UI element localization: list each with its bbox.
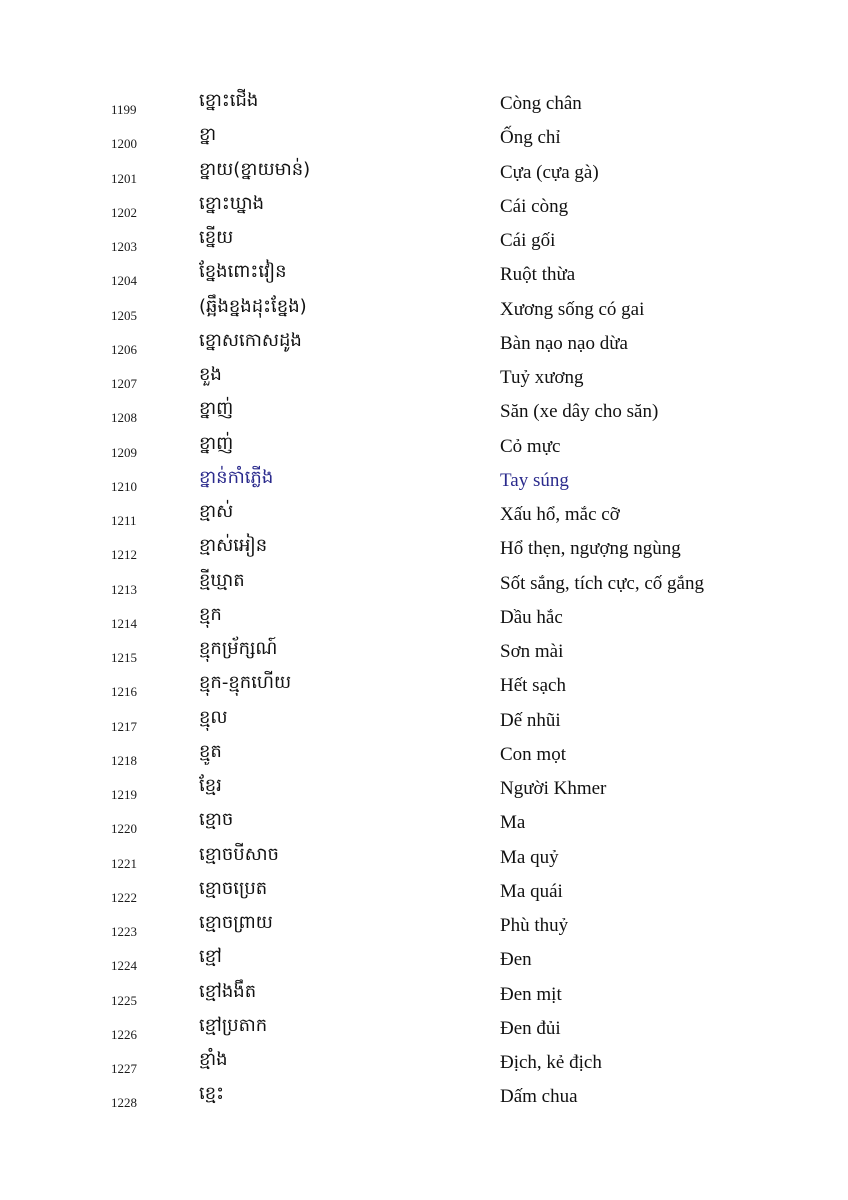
- entry-number: 1221: [111, 855, 137, 871]
- entry-row: [0, 155, 848, 189]
- entry-row: [0, 394, 848, 428]
- khmer-term: ខ្មាំង: [199, 1049, 228, 1070]
- vietnamese-translation: Đen: [500, 949, 532, 971]
- vietnamese-translation: Tuỷ xương: [500, 367, 584, 388]
- entry-number: 1201: [111, 170, 137, 186]
- entry-row: [0, 668, 848, 702]
- entry-number: 1206: [111, 341, 137, 357]
- entry-number: 1212: [111, 547, 137, 563]
- vietnamese-translation: Ống chỉ: [500, 127, 561, 149]
- vietnamese-translation: Phù thuỷ: [500, 915, 569, 936]
- entry-number: 1218: [111, 752, 137, 768]
- khmer-term: ខ្មៅប្រតាក: [199, 1014, 268, 1036]
- vietnamese-translation: Hết sạch: [500, 675, 566, 697]
- entry-number: 1209: [111, 444, 137, 460]
- khmer-term: ខ្មុក-ខ្មុកហើយ: [199, 672, 292, 694]
- vietnamese-translation: Ruột thừa: [500, 264, 576, 286]
- entry-row: [0, 257, 848, 291]
- entry-row: [0, 189, 848, 223]
- vietnamese-translation: Con mọt: [500, 743, 566, 765]
- khmer-term: ខ្នាញ់: [199, 398, 234, 420]
- entry-number: 1220: [111, 821, 137, 837]
- khmer-term: ខ្មៅងងឹត: [199, 980, 257, 1002]
- vietnamese-translation: Bàn nạo nạo dừa: [500, 332, 628, 354]
- khmer-term: ខ្នើយ: [199, 227, 234, 248]
- entry-number: 1214: [111, 615, 137, 631]
- entry-number: 1217: [111, 718, 137, 734]
- vietnamese-translation: Người Khmer: [500, 778, 607, 799]
- khmer-term: ខ្នាញ់: [199, 432, 234, 454]
- vietnamese-translation: Còng chân: [500, 93, 582, 114]
- entry-row: [0, 634, 848, 668]
- entry-number: 1224: [111, 958, 137, 974]
- vietnamese-translation: Ma quỷ: [500, 846, 559, 868]
- khmer-term: ខ្មោចព្រាយ: [199, 912, 273, 933]
- entry-row: [0, 840, 848, 874]
- entry-row: [0, 531, 848, 565]
- vietnamese-translation: Ma: [500, 812, 526, 834]
- entry-row: [0, 1045, 848, 1079]
- entry-number: 1222: [111, 889, 137, 905]
- vietnamese-translation: Xương sống có gai: [500, 298, 645, 320]
- khmer-term: ខ្មៅ: [199, 946, 222, 968]
- entry-number: 1200: [111, 136, 137, 152]
- vietnamese-translation: Hổ thẹn, ngượng ngùng: [500, 538, 681, 560]
- entry-number: 1199: [111, 102, 137, 117]
- entry-row: [0, 771, 848, 805]
- entry-row: [0, 292, 848, 326]
- entry-number: 1210: [111, 478, 137, 494]
- entry-row: [0, 600, 848, 634]
- entry-row: [0, 874, 848, 908]
- entry-row: [0, 942, 848, 976]
- khmer-term: ខ្នាន់កាំភ្លើង: [199, 466, 274, 488]
- vietnamese-translation: Cỏ mực: [500, 435, 561, 457]
- vietnamese-translation: Cựa (cựa gà): [500, 161, 599, 183]
- vietnamese-translation: Đen mịt: [500, 983, 562, 1005]
- entry-row: [0, 497, 848, 531]
- khmer-term: (ឆ្អឹងខ្នងដុះខ្នែង): [199, 295, 307, 317]
- vietnamese-translation: Tay súng: [500, 469, 569, 491]
- entry-row: [0, 805, 848, 839]
- entry-row: [0, 1011, 848, 1045]
- entry-row: [0, 326, 848, 360]
- entry-row: [0, 908, 848, 942]
- khmer-term: ខ្នោសកោសដូង: [199, 329, 302, 351]
- khmer-term: ខ្មីឃ្មាត: [199, 569, 245, 591]
- khmer-term: ខ្មាស់: [199, 501, 234, 522]
- vietnamese-translation: Địch, kẻ địch: [500, 1052, 602, 1073]
- entry-row: [0, 737, 848, 771]
- entry-number: 1223: [111, 924, 137, 939]
- entry-number: 1225: [111, 992, 137, 1008]
- entry-number: 1227: [111, 1061, 137, 1076]
- khmer-term: ខ្មោច: [199, 809, 234, 831]
- khmer-term: ខ្មោចប្រេត: [199, 877, 268, 899]
- entry-number: 1211: [111, 513, 137, 528]
- entry-number: 1207: [111, 376, 137, 391]
- entry-number: 1208: [111, 410, 137, 426]
- vietnamese-translation: Cái gối: [500, 230, 556, 251]
- khmer-term: ខ្នាយ(ខ្នាយមាន់): [199, 158, 311, 180]
- vietnamese-translation: Ma quái: [500, 880, 563, 902]
- entry-row: [0, 566, 848, 600]
- vietnamese-translation: Sơn mài: [500, 641, 564, 662]
- entry-number: 1203: [111, 239, 137, 254]
- khmer-term: ខ្នោះឃ្នាង: [199, 192, 265, 214]
- entry-number: 1213: [111, 581, 137, 597]
- khmer-term: ខ្នោះជើង: [199, 90, 259, 111]
- entry-row: [0, 429, 848, 463]
- entry-number: 1219: [111, 787, 137, 802]
- entry-row: [0, 223, 848, 257]
- khmer-term: ខ្មុក: [199, 603, 222, 625]
- entry-number: 1216: [111, 684, 137, 700]
- entry-row: [0, 1079, 848, 1113]
- vietnamese-translation: Dế nhũi: [500, 709, 561, 731]
- khmer-term: ខ្មុល: [199, 706, 228, 728]
- entry-row: [0, 463, 848, 497]
- khmer-term: ខ្មូត: [199, 740, 222, 762]
- entry-row: [0, 703, 848, 737]
- entry-row: [0, 977, 848, 1011]
- entry-number: 1215: [111, 650, 137, 665]
- entry-number: 1226: [111, 1026, 137, 1042]
- vietnamese-translation: Xấu hổ, mắc cỡ: [500, 504, 620, 525]
- vietnamese-translation: Đen đủi: [500, 1017, 561, 1039]
- entry-list: [0, 86, 848, 1114]
- khmer-term: ខ្មោចបីសាច: [199, 843, 279, 865]
- khmer-term: ខ្នា: [199, 124, 217, 146]
- entry-row: [0, 120, 848, 154]
- vietnamese-translation: Dầu hắc: [500, 606, 563, 628]
- entry-row: [0, 86, 848, 120]
- vietnamese-translation: Sốt sắng, tích cực, cố gắng: [500, 572, 704, 594]
- entry-number: 1204: [111, 273, 137, 289]
- vietnamese-translation: Săn (xe dây cho săn): [500, 401, 659, 423]
- entry-number: 1205: [111, 307, 137, 323]
- khmer-term: ខ្មេះ: [199, 1083, 225, 1105]
- entry-number: 1202: [111, 204, 137, 220]
- vietnamese-translation: Dấm chua: [500, 1086, 578, 1108]
- khmer-term: ខួង: [199, 364, 222, 385]
- vietnamese-translation: Cái còng: [500, 195, 569, 217]
- entry-number: 1228: [111, 1095, 137, 1111]
- khmer-term: ខ្នែងពោះវៀន: [199, 261, 287, 283]
- khmer-term: ខ្មែរ: [199, 775, 222, 796]
- khmer-term: ខ្មាស់អៀន: [199, 535, 268, 557]
- khmer-term: ខ្មុកម្រ័ក្សណ៍: [199, 638, 278, 659]
- entry-row: [0, 360, 848, 394]
